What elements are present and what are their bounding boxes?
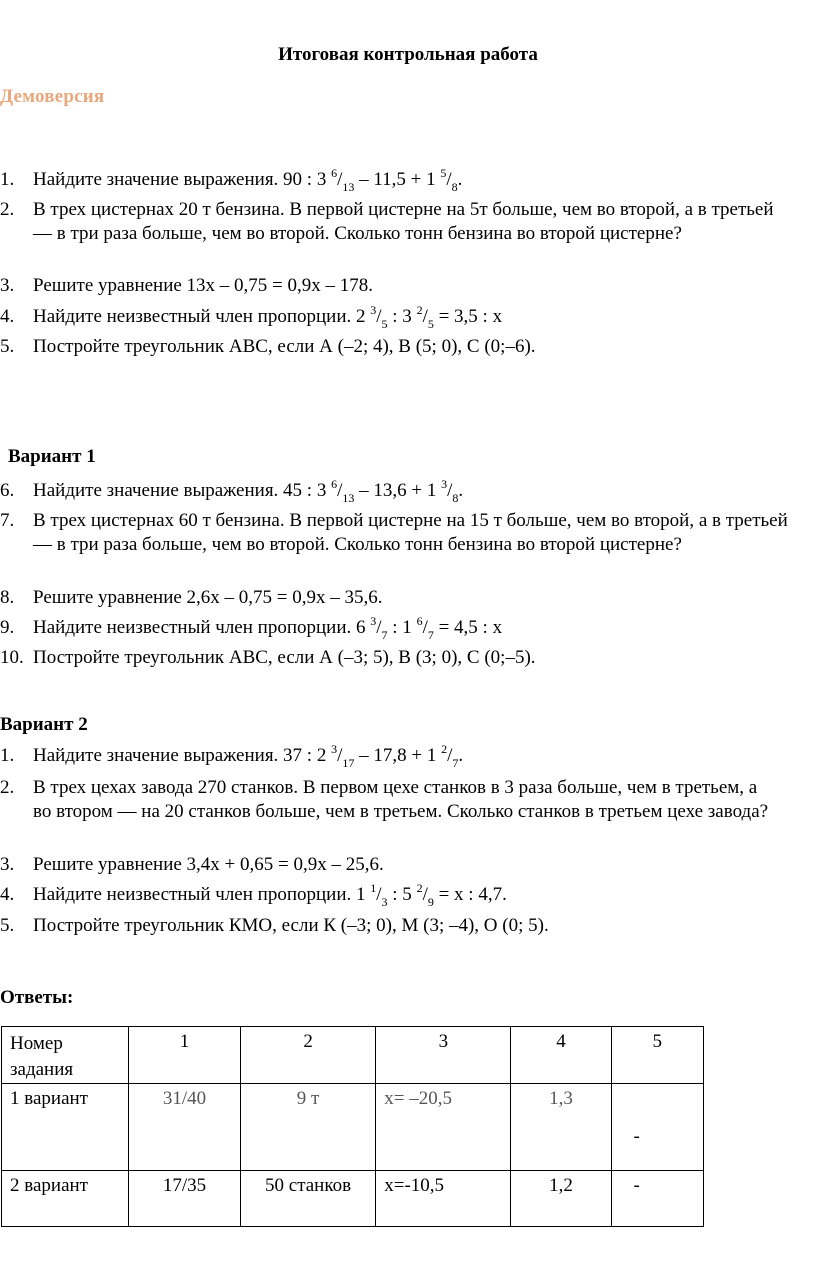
- table-cell: -: [611, 1171, 703, 1227]
- table-row: [2, 1084, 704, 1171]
- v2-task-1: 1. Найдите значение выражения. 37 : 2 $^3/_{17} - 17,8 + 1$ $^2/_7$.: [0, 741, 464, 770]
- v2-task-4: 4. Найдите неизвестный член пропорции. 1 $^1/_3$ : 5 $^2/_9 = х$ : 4,7.: [0, 880, 507, 909]
- table-header-row: [2, 1027, 704, 1084]
- table-header-cell: 5: [611, 1027, 703, 1084]
- table-cell: -: [611, 1084, 703, 1171]
- v1-task-9: 9. Найдите неизвестный член пропорции. 6 $^3/_7$ : 1 $^6/_7 = 4,5$ : х: [0, 613, 503, 642]
- demo-task-2: 2. В трех цистернах 20 т бензина. В первой цистерне на 5т больше, чем во второй, а в третьей — в три раза больше, чем во второй. Сколько тонн бензина во второй цистерне?: [0, 199, 774, 244]
- table-cell: х=-10,5: [376, 1171, 511, 1227]
- table-row: [2, 1171, 704, 1227]
- table-header-cell: 4: [511, 1027, 611, 1084]
- table-cell: 1,3: [511, 1084, 611, 1171]
- answers-heading: Ответы:: [0, 987, 74, 1008]
- table-header-cell: 2: [240, 1027, 375, 1084]
- demo-task-1: 1. Найдите значение выражения. 90 : 3 $^6/_{13} - 11,5 + 1$ $^5/_8$.: [0, 165, 463, 194]
- v2-task-5: 5. Постройте треугольник КМО, если К (–3; 0), М (3; –4), О (0; 5).: [0, 915, 549, 936]
- table-header-cell: 1: [129, 1027, 241, 1084]
- v1-task-8: 8. Решите уравнение 2,6х – 0,75 = 0,9х – 35,6.: [0, 587, 383, 608]
- v2-task-3: 3. Решите уравнение 3,4х + 0,65 = 0,9х – 25,6.: [0, 854, 384, 875]
- table-cell: 9 т: [240, 1084, 375, 1171]
- table-cell: 17/35: [129, 1171, 241, 1227]
- answers-table: [1, 1026, 704, 1227]
- table-cell: 31/40: [129, 1084, 241, 1171]
- table-header-cell: Номер задания: [2, 1027, 129, 1084]
- table-cell: 2 вариант: [2, 1171, 129, 1227]
- v2-task-2: 2. В трех цехах завода 270 станков. В первом цехе станков в 3 раза больше, чем в третьем, а во втором — на 20 станков больше, чем в третьем. Сколько станков в третьем цехе завода?: [0, 777, 769, 822]
- table-cell: 1,2: [511, 1171, 611, 1227]
- demo-task-3: 3. Решите уравнение 13х – 0,75 = 0,9х – 178.: [0, 275, 374, 296]
- table-cell: 50 станков: [240, 1171, 375, 1227]
- variant-2-heading: Вариант 2: [0, 714, 88, 735]
- demo-task-4: 4. Найдите неизвестный член пропорции. 2 $^3/_5$ : 3 $^2/_5 = 3,5$ : х: [0, 302, 503, 331]
- demo-heading: Демоверсия: [0, 86, 105, 107]
- v1-task-7: 7. В трех цистернах 60 т бензина. В первой цистерне на 15 т больше, чем во второй, а в третьей — в три раза больше, чем во второй. Сколько тонн бензина во второй цистерне?: [0, 510, 788, 555]
- table-cell: х= –20,5: [376, 1084, 511, 1171]
- variant-1-heading: Вариант 1: [8, 446, 96, 467]
- v1-task-10: 10. Постройте треугольник АВС, если А (–3; 5), В (3; 0), С (0;–5).: [0, 647, 536, 668]
- v1-task-6: 6. Найдите значение выражения. 45 : 3 $^6/_{13} - 13,6 + 1$ $^3/_8$.: [0, 476, 464, 505]
- table-header-cell: 3: [376, 1027, 511, 1084]
- table-cell: 1 вариант: [2, 1084, 129, 1171]
- demo-task-5: 5. Постройте треугольник АВС, если А (–2; 4), В (5; 0), С (0;–6).: [0, 336, 536, 357]
- page-title: Итоговая контрольная работа: [278, 44, 538, 65]
